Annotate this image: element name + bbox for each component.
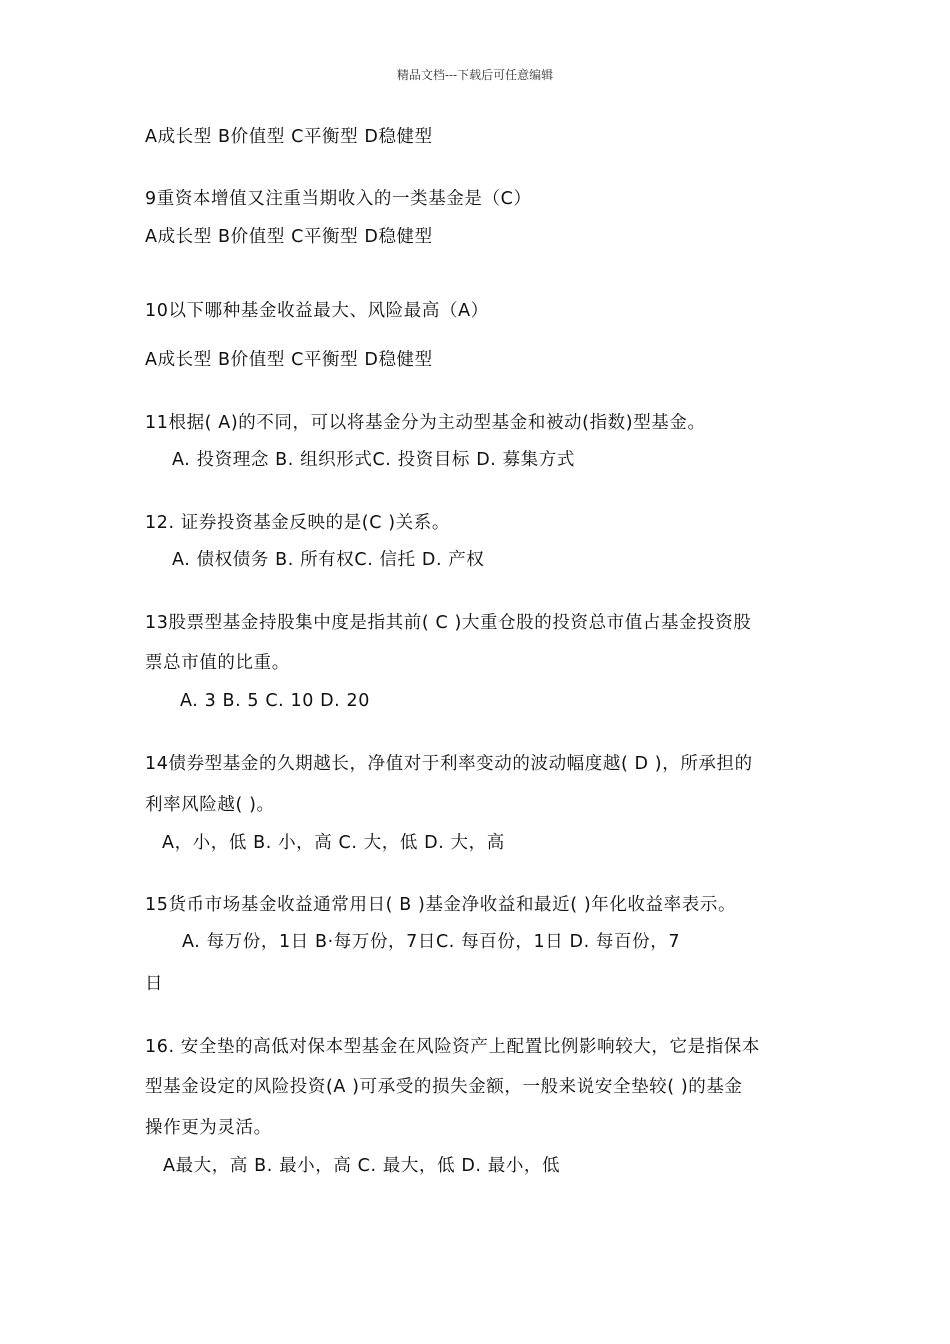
q13-options: A. 3 B. 5 C. 10 D. 20 xyxy=(180,691,370,711)
q10-options: A成长型 B价值型 C平衡型 D稳健型 xyxy=(145,350,433,370)
q16-options: A最大，高 B. 最小，高 C. 最大，低 D. 最小，低 xyxy=(163,1156,561,1176)
q8-options: A成长型 B价值型 C平衡型 D稳健型 xyxy=(145,127,433,147)
q13-question-line2: 票总市值的比重。 xyxy=(145,653,290,673)
q11-options: A. 投资理念 B. 组织形式C. 投资目标 D. 募集方式 xyxy=(172,450,575,470)
q9-options: A成长型 B价值型 C平衡型 D稳健型 xyxy=(145,227,433,247)
q10-question: 10以下哪种基金收益最大、风险最高（A） xyxy=(145,301,489,321)
q14-question-line1: 14债券型基金的久期越长，净值对于利率变动的波动幅度越( D )，所承担的 xyxy=(145,754,753,774)
q11-question: 11根据( A)的不同，可以将基金分为主动型基金和被动(指数)型基金。 xyxy=(145,413,706,433)
q14-question-line2: 利率风险越( )。 xyxy=(145,795,275,815)
q15-options-line1: A. 每万份，1日 B·每万份，7日C. 每百份，1日 D. 每百份，7 xyxy=(182,932,681,952)
q9-question: 9重资本增值又注重当期收入的一类基金是（C） xyxy=(145,189,532,209)
q13-question-line1: 13股票型基金持股集中度是指其前( C )大重仓股的投资总市值占基金投资股 xyxy=(145,613,752,633)
q15-options-line2: 日 xyxy=(145,974,164,994)
page-header: 精品文档---下载后可任意编辑 xyxy=(396,68,554,82)
q12-options: A. 债权债务 B. 所有权C. 信托 D. 产权 xyxy=(172,550,485,570)
q14-options: A，小，低 B. 小，高 C. 大，低 D. 大，高 xyxy=(162,833,505,853)
q16-question-line2: 型基金设定的风险投资(A )可承受的损失金额，一般来说安全垫较( )的基金 xyxy=(145,1077,743,1097)
q12-question: 12. 证券投资基金反映的是(C )关系。 xyxy=(145,513,450,533)
q16-question-line1: 16. 安全垫的高低对保本型基金在风险资产上配置比例影响较大，它是指保本 xyxy=(145,1037,760,1057)
q15-question: 15货币市场基金收益通常用日( B )基金净收益和最近( )年化收益率表示。 xyxy=(145,895,737,915)
q16-question-line3: 操作更为灵活。 xyxy=(145,1118,272,1138)
